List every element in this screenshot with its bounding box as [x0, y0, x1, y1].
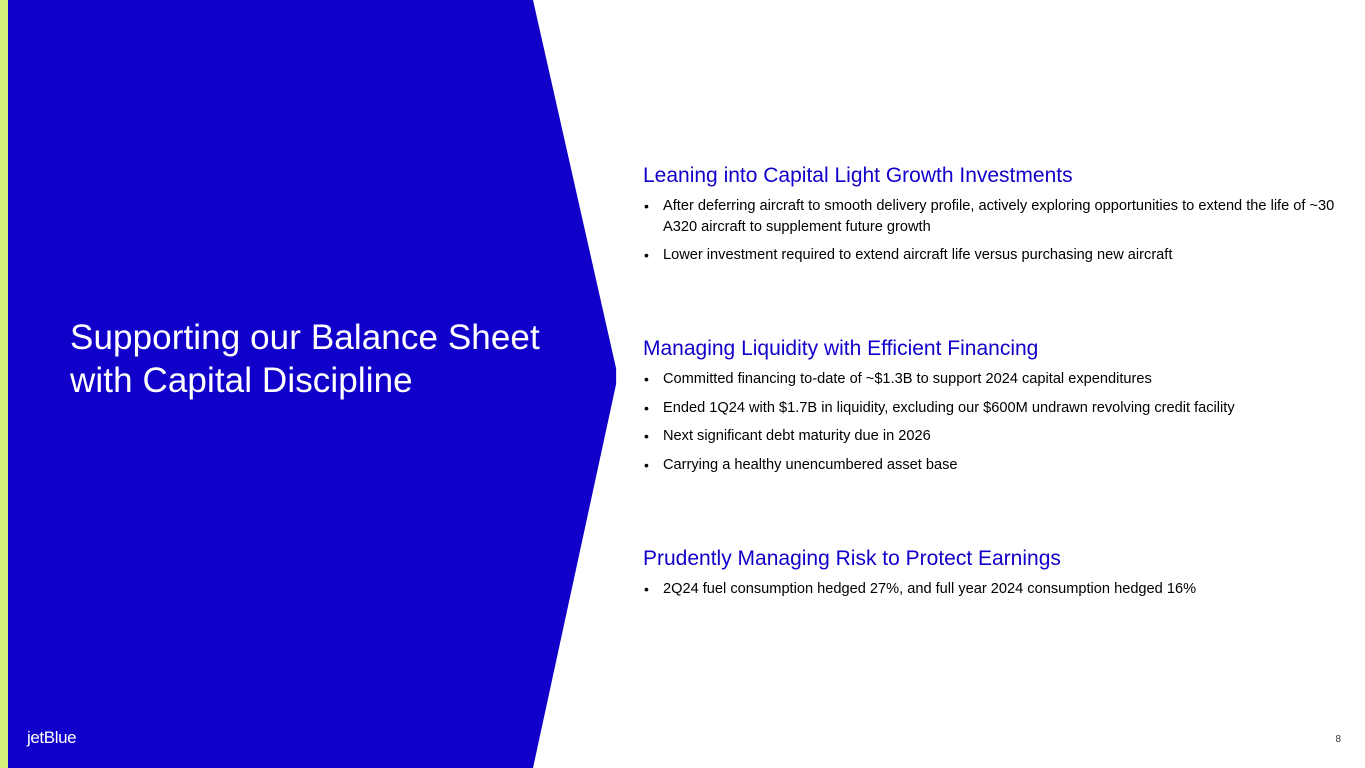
section-heading: Prudently Managing Risk to Protect Earnings	[643, 547, 1061, 570]
list-item: • Lower investment required to extend aircraft life versus purchasing new aircraft	[643, 245, 1343, 266]
title-block	[70, 316, 550, 402]
list-item: • Committed financing to-date of ~$1.3B to support 2024 capital expenditures	[643, 369, 1343, 390]
section-heading: Leaning into Capital Light Growth Investments	[643, 164, 1073, 187]
logo-blue-text: Blue	[43, 728, 77, 747]
page-number: 8	[1335, 734, 1341, 745]
jetblue-logo	[27, 728, 76, 748]
slide-content	[643, 0, 1343, 768]
page-title: Supporting our Balance Sheet with Capital Discipline	[70, 318, 540, 400]
section-capital-light-growth	[643, 163, 1343, 266]
section-bullet-list	[643, 579, 1343, 600]
section-bullet-list	[643, 196, 1343, 266]
list-item: • Ended 1Q24 with $1.7B in liquidity, excluding our $600M undrawn revolving credit facility	[643, 398, 1343, 419]
list-item: • Carrying a healthy unencumbered asset base	[643, 455, 1343, 476]
list-item: • After deferring aircraft to smooth delivery profile, actively exploring opportunities to extend the life of ~30 A320 aircraft to supplement future growth	[643, 196, 1343, 237]
section-bullet-list	[643, 369, 1343, 475]
section-heading: Managing Liquidity with Efficient Financing	[643, 337, 1039, 360]
list-item: • 2Q24 fuel consumption hedged 27%, and full year 2024 consumption hedged 16%	[643, 579, 1343, 600]
list-item: • Next significant debt maturity due in 2026	[643, 426, 1343, 447]
logo-jet-text: jet	[27, 728, 44, 747]
section-managing-risk	[643, 546, 1343, 600]
section-managing-liquidity	[643, 336, 1343, 475]
